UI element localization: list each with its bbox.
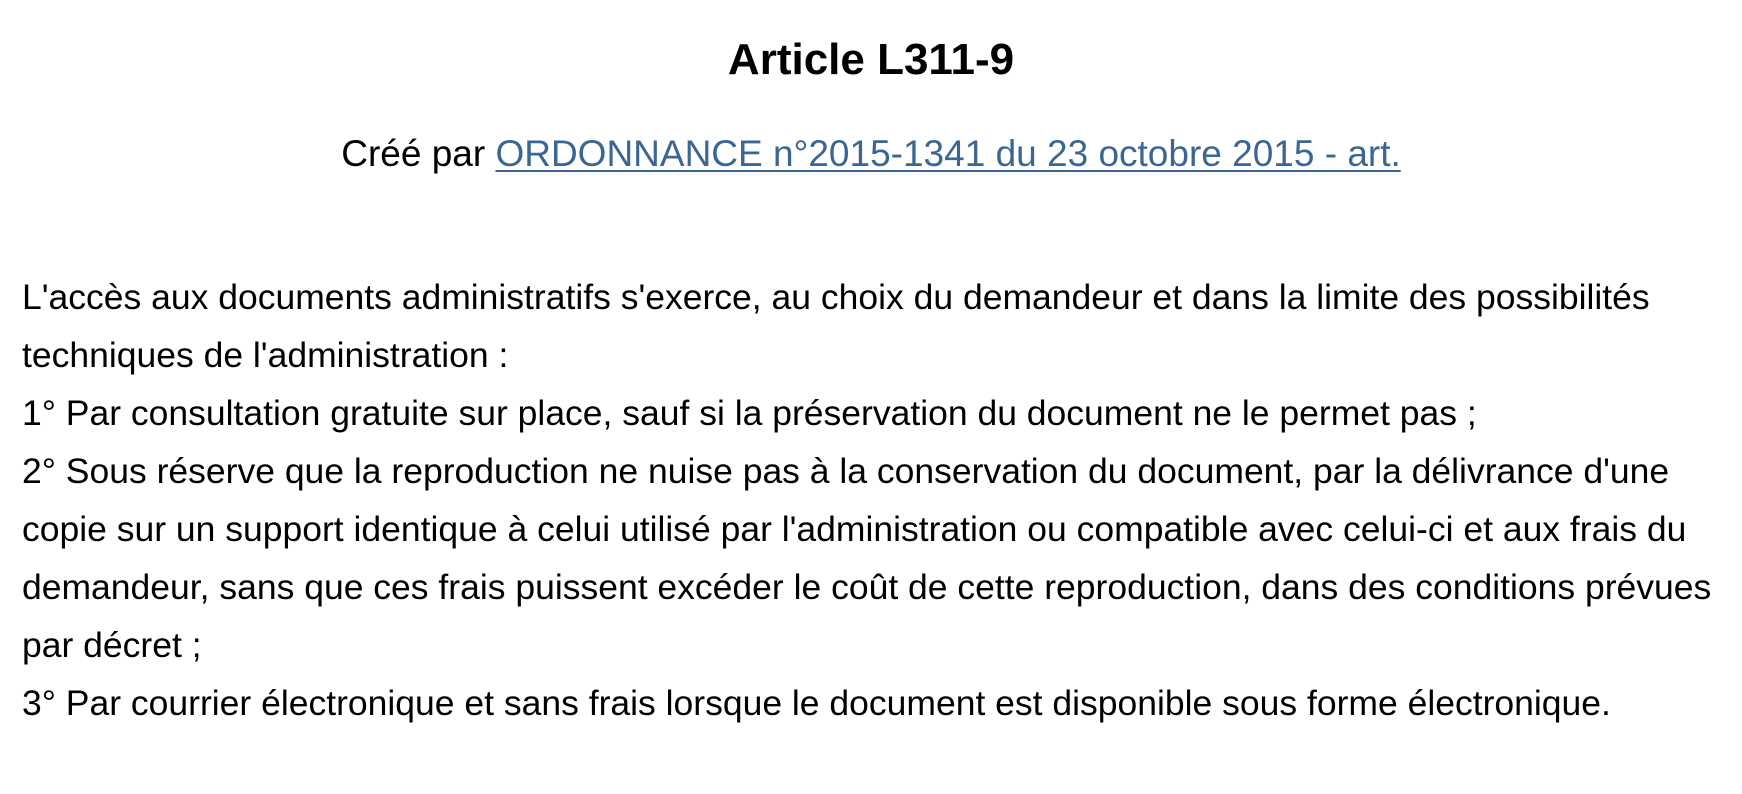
article-paragraph-3: 3° Par courrier électronique et sans frais lorsque le document est disponible sous forme électronique. (22, 683, 1611, 723)
article-title: Article L311-9 (727, 35, 1015, 84)
article-body (22, 268, 1734, 732)
created-by-prefix: Créé par (341, 133, 496, 174)
article-paragraph-1: 1° Par consultation gratuite sur place, sauf si la préservation du document ne le permet pas ; (22, 393, 1477, 433)
ordonnance-link[interactable]: ORDONNANCE n°2015-1341 du 23 octobre 2015 - art. (495, 133, 1401, 174)
article-paragraph-2: 2° Sous réserve que la reproduction ne nuise pas à la conservation du document, par la délivrance d'une copie sur un support identique à celui utilisé par l'administration ou compatible avec celui-ci et aux frais du demandeur, sans que ces frais puissent excéder le coût de cette reproduction, dans des conditions prévues par décret ; (22, 451, 1712, 665)
created-by-line (0, 126, 1742, 182)
article-paragraph-intro: L'accès aux documents administratifs s'exerce, au choix du demandeur et dans la limite des possibilités techniques de l'administration : (22, 277, 1650, 375)
